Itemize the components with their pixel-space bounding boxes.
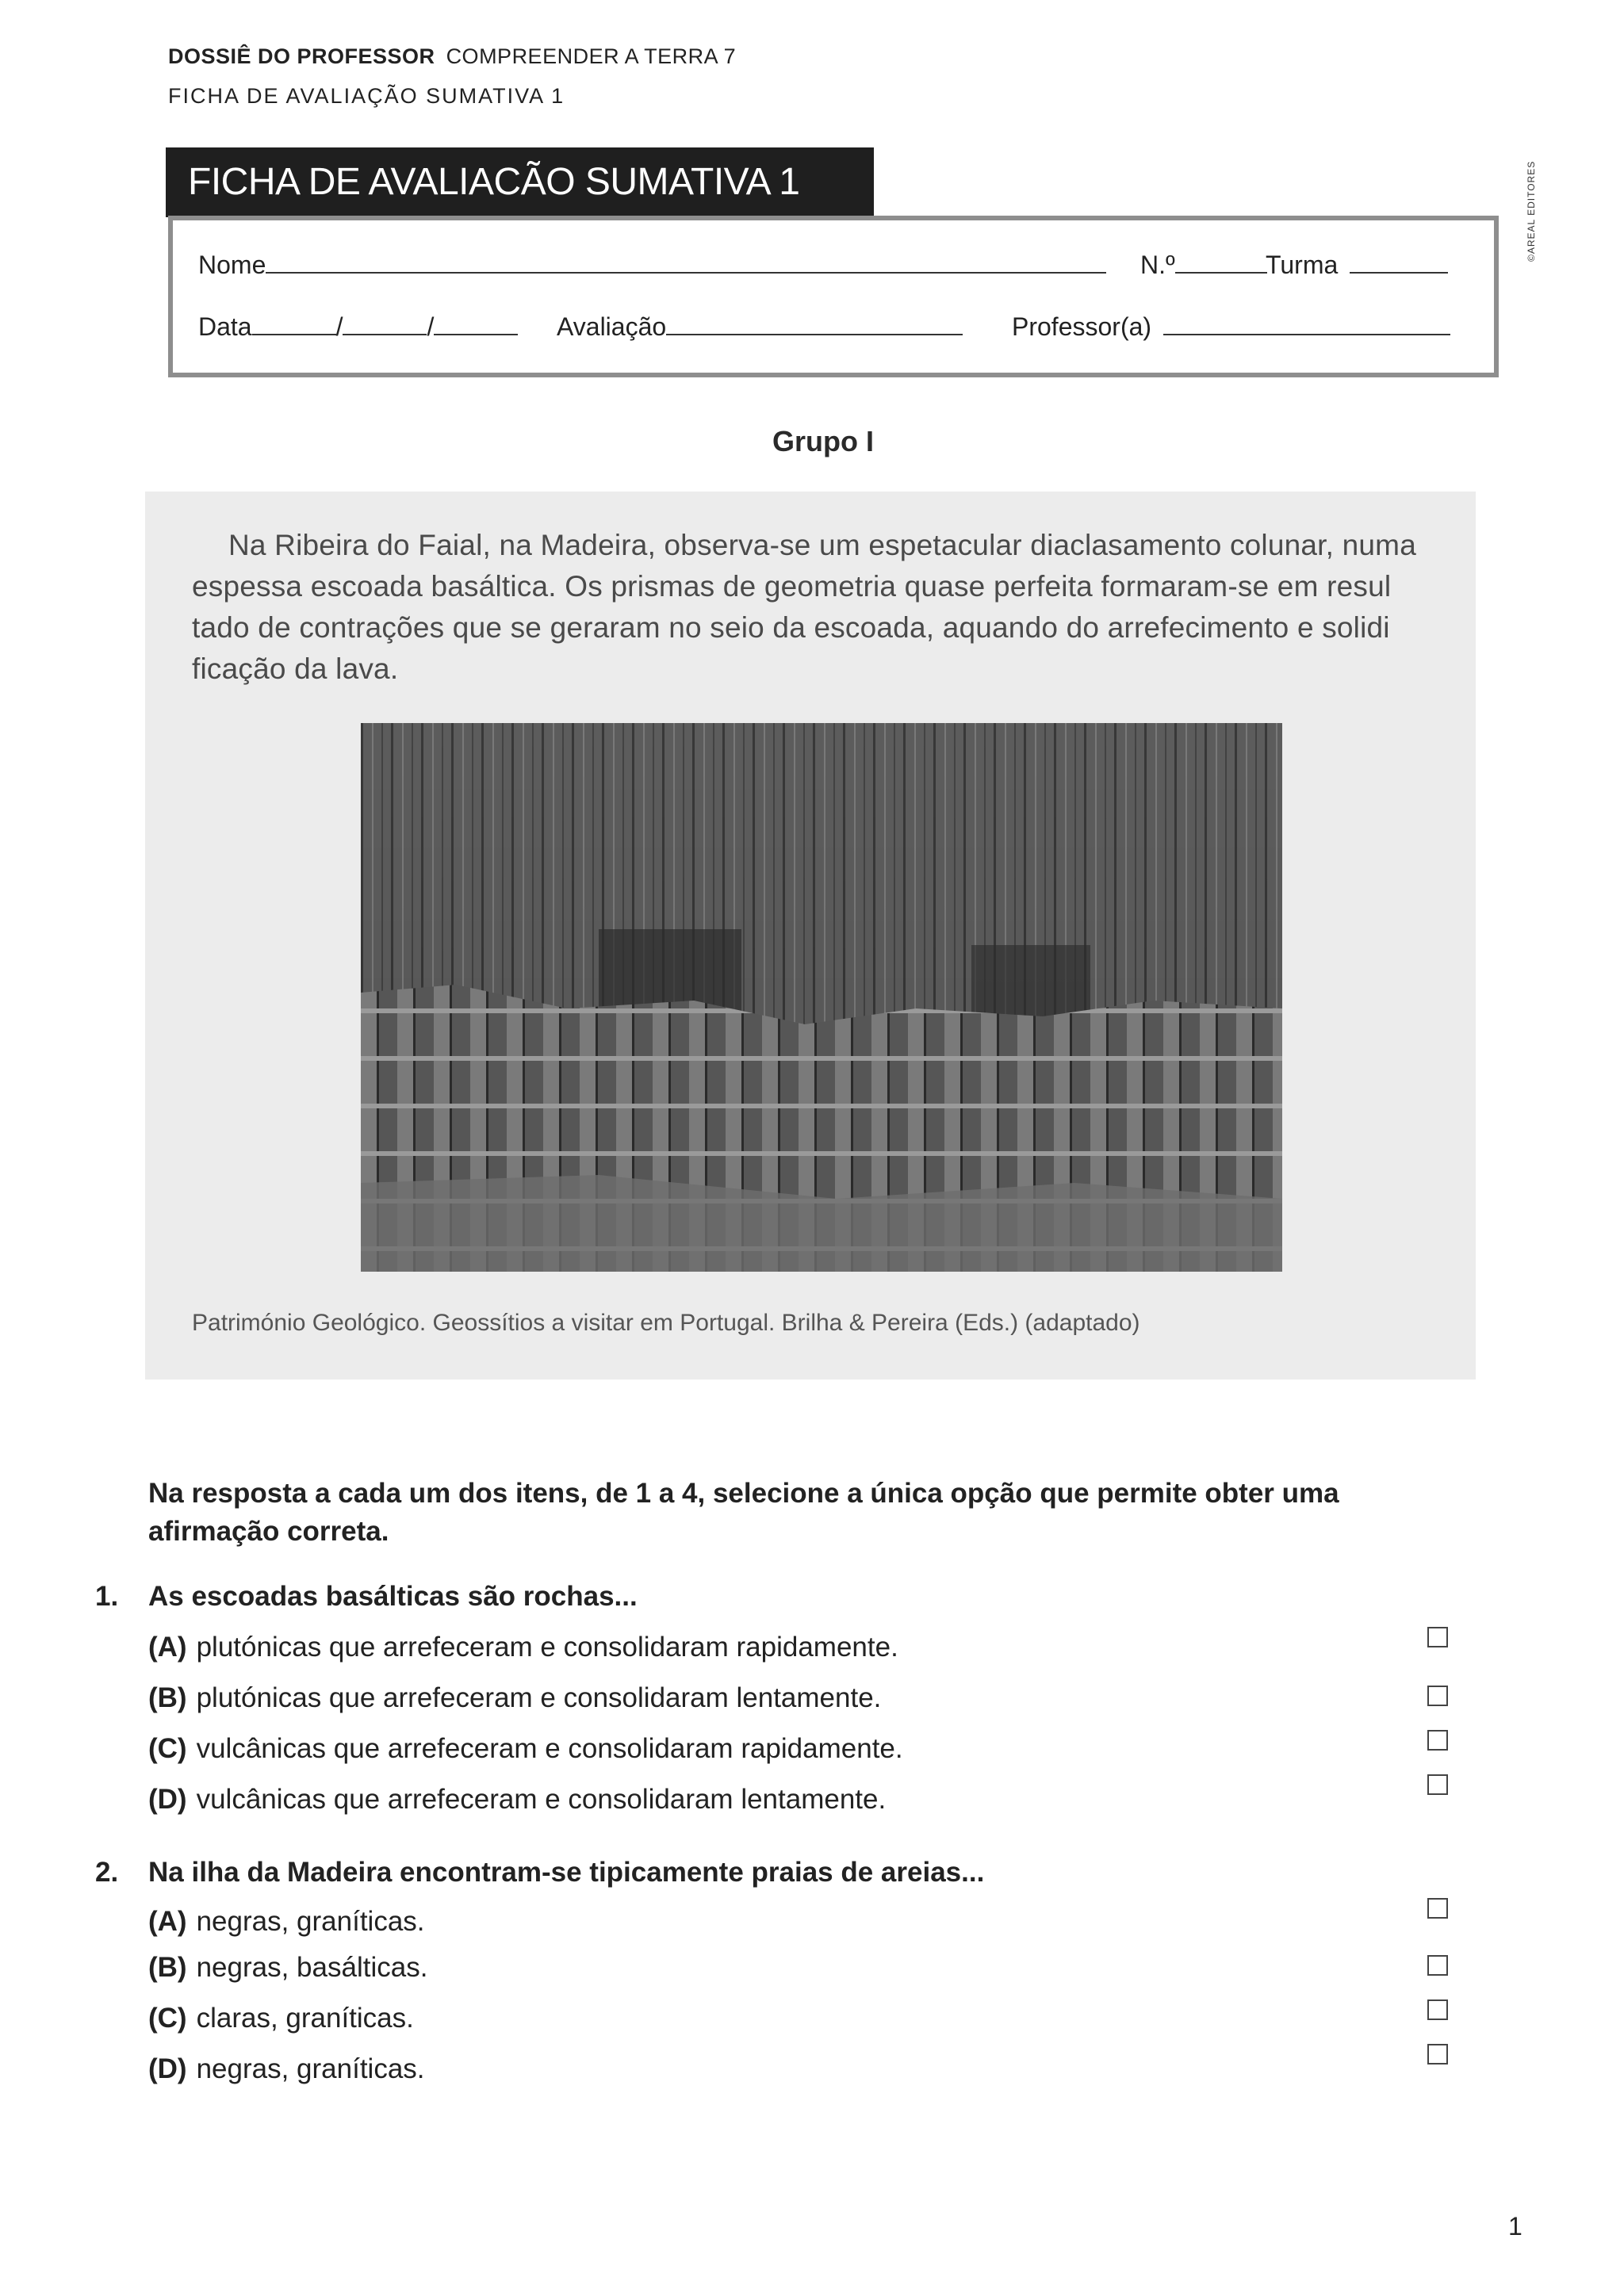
- q1-option-b: [148, 1682, 881, 1714]
- date-slash-2: /: [427, 312, 435, 341]
- question-1-stem: As escoadas basálticas são rochas...: [148, 1581, 638, 1612]
- q2-checkbox-a[interactable]: [1427, 1898, 1448, 1919]
- teacher-field[interactable]: [1012, 312, 1450, 342]
- date-day-line[interactable]: [252, 313, 336, 335]
- date-field[interactable]: [198, 312, 518, 342]
- group-title: Grupo I: [772, 425, 874, 457]
- q2-option-a-letter: (A): [148, 1906, 187, 1937]
- question-2-number: 2.: [95, 1857, 119, 1888]
- worksheet-title: FICHA DE AVALIACÃO SUMATIVA 1: [166, 147, 874, 217]
- page-number: 1: [1508, 2212, 1522, 2241]
- q1-option-a: [148, 1632, 898, 1663]
- date-slash-1: /: [335, 312, 343, 341]
- instructions: Na resposta a cada um dos itens, de 1 a 4, selecione a única opção que permite obter uma afirmação correta.: [148, 1478, 1339, 1547]
- evaluation-line[interactable]: [666, 313, 963, 335]
- name-label: Nome: [198, 251, 266, 279]
- q1-option-a-text: plutónicas que arrefeceram e consolidaram rapidamente.: [196, 1632, 898, 1663]
- q1-option-d-text: vulcânicas que arrefeceram e consolidaram lentamente.: [196, 1784, 887, 1815]
- q1-option-c: [148, 1733, 903, 1765]
- class-line[interactable]: [1350, 251, 1448, 274]
- source-text: Na Ribeira do Faial, na Madeira, observa-se um espetacular diaclasamento colunar, numa espessa escoada basáltica. Os prismas de geometria quase perfeita formaram-se em resul tado de contrações que se geraram no seio da escoada, aquando do arrefecimento e solidi ficação da lava.: [192, 529, 1416, 685]
- q1-checkbox-a[interactable]: [1427, 1627, 1448, 1647]
- class-label: Turma: [1266, 251, 1339, 279]
- q2-checkbox-b[interactable]: [1427, 1955, 1448, 1976]
- q1-option-b-letter: (B): [148, 1682, 187, 1713]
- running-header: [168, 44, 736, 69]
- q2-option-a: [148, 1906, 425, 1938]
- q1-option-a-letter: (A): [148, 1632, 187, 1663]
- q2-option-b-letter: (B): [148, 1952, 187, 1983]
- q2-option-c-text: claras, graníticas.: [196, 2003, 414, 2034]
- q2-option-a-text: negras, graníticas.: [196, 1906, 425, 1937]
- class-field[interactable]: [1266, 251, 1448, 280]
- student-info-box: [168, 216, 1499, 377]
- q2-option-b-text: negras, basálticas.: [196, 1952, 428, 1983]
- q1-option-d: [148, 1784, 886, 1816]
- q1-checkbox-c[interactable]: [1427, 1730, 1448, 1751]
- q2-checkbox-d[interactable]: [1427, 2044, 1448, 2064]
- q1-option-c-letter: (C): [148, 1733, 187, 1764]
- q2-option-c-letter: (C): [148, 2003, 187, 2034]
- q1-option-d-letter: (D): [148, 1784, 187, 1815]
- date-year-line[interactable]: [434, 313, 518, 335]
- q1-option-b-text: plutónicas que arrefeceram e consolidaram lentamente.: [196, 1682, 882, 1713]
- basalt-columns-photo: [361, 723, 1282, 1272]
- name-field[interactable]: [198, 251, 1106, 280]
- source-caption: Património Geológico. Geossítios a visitar em Portugal. Brilha & Pereira (Eds.) (adaptado): [192, 1310, 1140, 1336]
- copyright-notice: ©AREAL EDITORES: [1526, 160, 1537, 262]
- question-2-stem: Na ilha da Madeira encontram-se tipicamente praias de areias...: [148, 1857, 985, 1888]
- date-label: Data: [198, 312, 252, 341]
- date-month-line[interactable]: [343, 313, 427, 335]
- number-line[interactable]: [1175, 251, 1267, 274]
- name-line[interactable]: [266, 251, 1106, 274]
- q2-option-d: [148, 2053, 425, 2085]
- q1-option-c-text: vulcânicas que arrefeceram e consolidaram rapidamente.: [196, 1733, 903, 1764]
- q2-checkbox-c[interactable]: [1427, 1999, 1448, 2020]
- q1-checkbox-b[interactable]: [1427, 1686, 1448, 1706]
- evaluation-label: Avaliação: [557, 312, 667, 341]
- q2-option-d-letter: (D): [148, 2053, 187, 2084]
- question-1-number: 1.: [95, 1581, 119, 1612]
- q2-option-b: [148, 1952, 427, 1984]
- teacher-label: Professor(a): [1012, 312, 1152, 341]
- q2-option-d-text: negras, graníticas.: [196, 2053, 425, 2084]
- series-title: COMPREENDER A TERRA 7: [446, 44, 737, 68]
- number-label: N.º: [1140, 251, 1175, 279]
- running-subtitle: FICHA DE AVALIAÇÃO SUMATIVA 1: [168, 84, 565, 108]
- number-field[interactable]: [1140, 251, 1267, 280]
- q2-option-c: [148, 2003, 414, 2034]
- series-label: DOSSIÊ DO PROFESSOR: [168, 44, 435, 68]
- q1-checkbox-d[interactable]: [1427, 1774, 1448, 1795]
- evaluation-field[interactable]: [557, 312, 963, 342]
- teacher-line[interactable]: [1163, 313, 1450, 335]
